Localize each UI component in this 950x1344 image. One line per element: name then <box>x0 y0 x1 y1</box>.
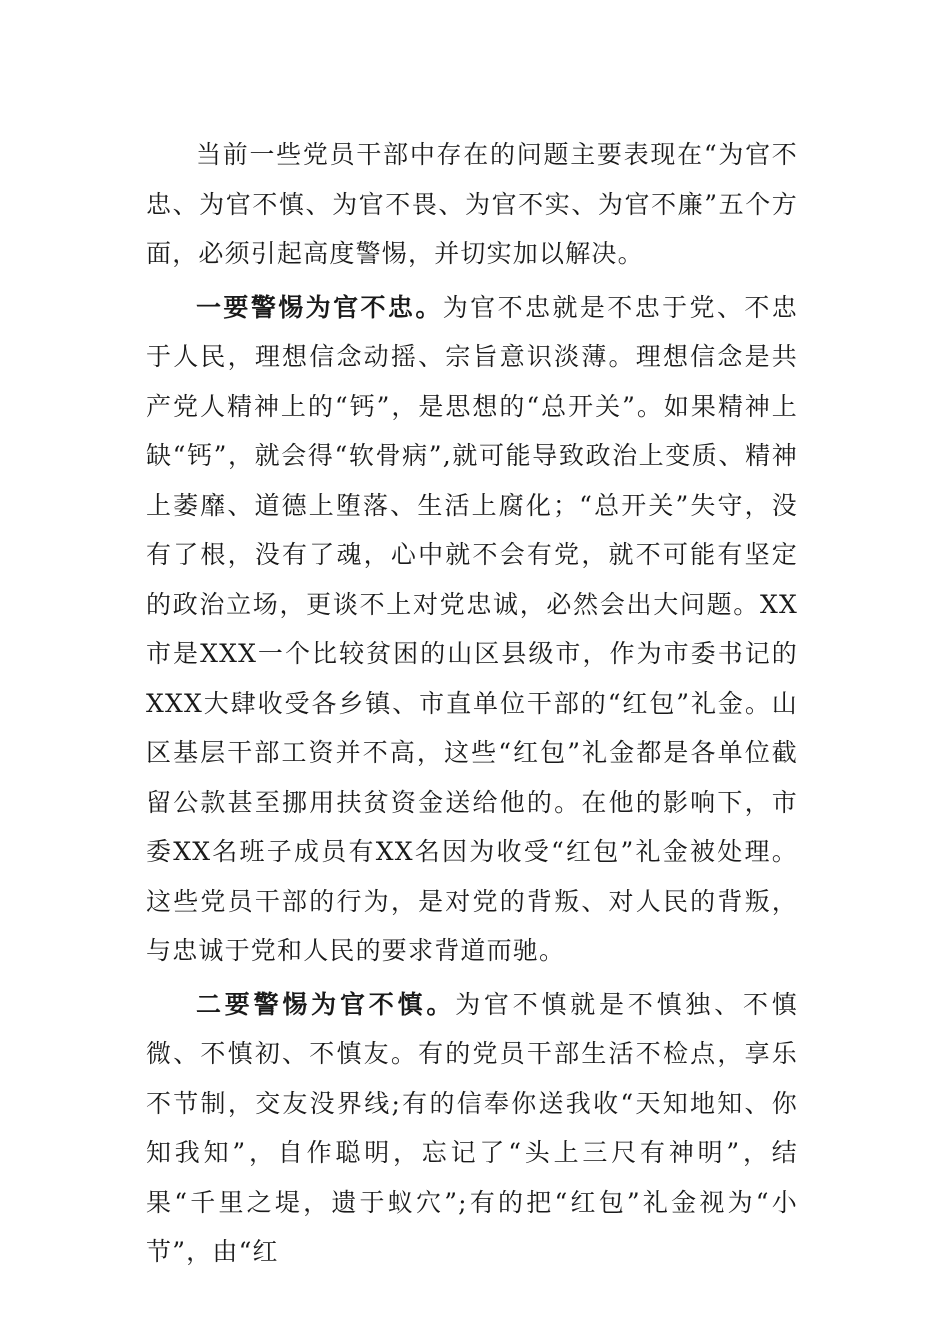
document-body <box>146 130 798 1281</box>
section-heading: 二要警惕为官不慎。 <box>196 989 456 1019</box>
section-heading: 一要警惕为官不忠。 <box>196 292 443 322</box>
paragraph-intro <box>146 130 798 279</box>
paragraph-text: 当前一些党员干部中存在的问题主要表现在“为官不忠、为官不慎、为官不畏、为官不实、为官不廉”五个方面，必须引起高度警惕，并切实加以解决。 <box>146 140 798 268</box>
paragraph-section-1 <box>146 283 798 976</box>
paragraph-text: 为官不慎就是不慎独、不慎微、不慎初、不慎友。有的党员干部生活不检点，享乐不节制，交友没界线;有的信奉你送我收“天知地知、你知我知”，自作聪明，忘记了“头上三尺有神明”，结果“千里之堤，遗于蚁穴”;有的把“红包”礼金视为“小节”，由“红 <box>146 989 798 1266</box>
paragraph-section-2 <box>146 980 798 1277</box>
paragraph-text: 为官不忠就是不忠于党、不忠于人民，理想信念动摇、宗旨意识淡薄。理想信念是共产党人精神上的“钙”，是思想的“总开关”。如果精神上缺“钙”，就会得“软骨病”,就可能导致政治上变质、精神上萎靡、道德上堕落、生活上腐化；“总开关”失守，没有了根，没有了魂，心中就不会有党，就不可能有坚定的政治立场，更谈不上对党忠诚，必然会出大问题。XX市是XXX一个比较贫困的山区县级市，作为市委书记的XXX大肆收受各乡镇、市直单位干部的“红包”礼金。山区基层干部工资并不高，这些“红包”礼金都是各单位截留公款甚至挪用扶贫资金送给他的。在他的影响下，市委XX名班子成员有XX名因为收受“红包”礼金被处理。这些党员干部的行为，是对党的背叛、对人民的背叛，与忠诚于党和人民的要求背道而驰。 <box>146 292 798 965</box>
